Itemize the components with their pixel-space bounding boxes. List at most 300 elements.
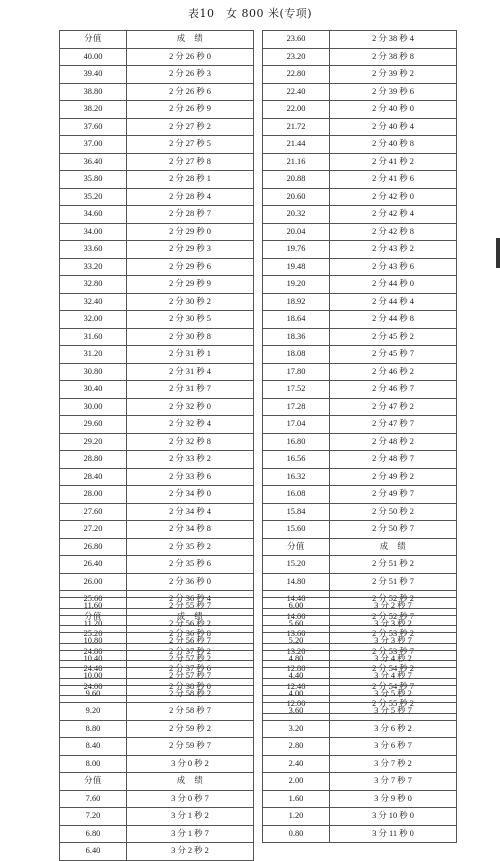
score-cell: 34.60 <box>60 206 127 224</box>
table-row <box>60 66 254 84</box>
result-cell: 2 分 48 秒 7 <box>330 451 457 469</box>
score-cell: 15.20 <box>263 556 330 574</box>
table-row <box>263 755 457 773</box>
result-cell: 2 分 45 秒 7 <box>330 346 457 364</box>
table-row <box>263 171 457 189</box>
score-cell: 36.40 <box>60 153 127 171</box>
table-row <box>60 363 254 381</box>
table-row <box>263 398 457 416</box>
score-cell: 16.32 <box>263 468 330 486</box>
score-cell: 30.00 <box>60 398 127 416</box>
table-row <box>263 66 457 84</box>
result-cell: 2 分 46 秒 2 <box>330 363 457 381</box>
result-cell: 3 分 5 秒 7 <box>330 703 457 721</box>
table-row <box>60 633 254 651</box>
table-row <box>60 153 254 171</box>
table-row <box>263 381 457 399</box>
score-cell: 32.80 <box>60 276 127 294</box>
result-cell: 2 分 27 秒 2 <box>127 118 254 136</box>
result-cell: 2 分 27 秒 5 <box>127 136 254 154</box>
table-row <box>60 451 254 469</box>
table-row <box>263 703 457 721</box>
score-cell: 2.00 <box>263 773 330 791</box>
score-cell: 17.80 <box>263 363 330 381</box>
score-cell: 8.00 <box>60 755 127 773</box>
result-cell: 3 分 10 秒 0 <box>330 808 457 826</box>
score-cell: 10.40 <box>60 650 127 668</box>
result-cell: 2 分 48 秒 2 <box>330 433 457 451</box>
result-cell: 2 分 57 秒 7 <box>127 668 254 686</box>
table-row <box>60 738 254 756</box>
score-cell: 26.40 <box>60 556 127 574</box>
result-cell: 2 分 53 秒 7 <box>330 643 457 661</box>
result-cell: 3 分 11 秒 0 <box>330 825 457 843</box>
score-cell: 9.60 <box>60 685 127 703</box>
table-row <box>263 118 457 136</box>
score-cell: 1.20 <box>263 808 330 826</box>
result-cell: 2 分 56 秒 7 <box>127 633 254 651</box>
score-cell: 20.88 <box>263 171 330 189</box>
score-cell: 27.20 <box>60 521 127 539</box>
score-cell: 8.80 <box>60 720 127 738</box>
result-cell: 2 分 35 秒 2 <box>127 538 254 556</box>
table-row <box>60 188 254 206</box>
table-row <box>263 153 457 171</box>
result-cell: 2 分 28 秒 1 <box>127 171 254 189</box>
score-cell: 16.80 <box>263 433 330 451</box>
score-cell: 11.60 <box>60 598 127 616</box>
score-cell: 39.40 <box>60 66 127 84</box>
table-row <box>60 48 254 66</box>
result-cell: 3 分 2 秒 7 <box>330 598 457 616</box>
score-cell: 11.20 <box>60 615 127 633</box>
result-cell: 3 分 0 秒 2 <box>127 755 254 773</box>
score-cell: 12.40 <box>263 678 330 696</box>
table-row <box>263 633 457 651</box>
score-cell: 22.40 <box>263 83 330 101</box>
score-cell: 21.44 <box>263 136 330 154</box>
result-cell: 2 分 46 秒 7 <box>330 381 457 399</box>
score-cell: 28.80 <box>60 451 127 469</box>
table-row <box>60 293 254 311</box>
result-cell: 3 分 0 秒 7 <box>127 790 254 808</box>
result-cell: 2 分 52 秒 2 <box>330 591 457 609</box>
result-cell: 2 分 35 秒 6 <box>127 556 254 574</box>
score-cell: 15.60 <box>263 521 330 539</box>
result-cell: 2 分 38 秒 8 <box>330 48 457 66</box>
table-row <box>263 521 457 539</box>
table-row <box>60 468 254 486</box>
header-score-label: 分值 <box>60 31 127 49</box>
result-cell: 2 分 50 秒 7 <box>330 521 457 539</box>
score-cell: 17.28 <box>263 398 330 416</box>
result-cell: 2 分 44 秒 8 <box>330 311 457 329</box>
table-row <box>60 241 254 259</box>
table-row <box>263 258 457 276</box>
result-cell: 2 分 51 秒 2 <box>330 556 457 574</box>
result-cell: 3 分 3 秒 2 <box>330 615 457 633</box>
score-cell: 17.52 <box>263 381 330 399</box>
result-cell: 2 分 27 秒 8 <box>127 153 254 171</box>
table-row <box>60 755 254 773</box>
score-cell: 31.60 <box>60 328 127 346</box>
score-cell: 14.40 <box>263 591 330 609</box>
result-cell: 2 分 54 秒 2 <box>330 661 457 679</box>
score-cell: 26.80 <box>60 538 127 556</box>
table-row <box>263 223 457 241</box>
score-cell: 23.20 <box>263 48 330 66</box>
result-cell: 2 分 42 秒 0 <box>330 188 457 206</box>
score-table-4 <box>262 597 457 843</box>
table-row <box>60 843 254 861</box>
result-cell: 2 分 37 秒 6 <box>127 661 254 679</box>
score-cell: 7.60 <box>60 790 127 808</box>
result-cell: 2 分 26 秒 3 <box>127 66 254 84</box>
score-cell: 15.84 <box>263 503 330 521</box>
score-cell: 18.36 <box>263 328 330 346</box>
table-row <box>60 328 254 346</box>
score-cell: 10.80 <box>60 633 127 651</box>
score-cell: 33.60 <box>60 241 127 259</box>
score-cell: 5.60 <box>263 615 330 633</box>
score-cell: 34.00 <box>60 223 127 241</box>
table-row <box>263 311 457 329</box>
result-cell: 2 分 58 秒 7 <box>127 703 254 721</box>
table-row <box>263 188 457 206</box>
score-cell: 22.00 <box>263 101 330 119</box>
table-row <box>263 615 457 633</box>
result-cell: 2 分 30 秒 5 <box>127 311 254 329</box>
result-cell: 2 分 57 秒 2 <box>127 650 254 668</box>
table-row <box>263 486 457 504</box>
result-cell: 2 分 55 秒 7 <box>127 598 254 616</box>
table-row <box>60 206 254 224</box>
result-cell: 2 分 29 秒 0 <box>127 223 254 241</box>
table-row <box>263 825 457 843</box>
table-row <box>60 720 254 738</box>
score-cell: 4.40 <box>263 668 330 686</box>
table-row <box>263 556 457 574</box>
result-cell: 3 分 6 秒 2 <box>330 720 457 738</box>
score-cell: 5.20 <box>263 633 330 651</box>
table-row <box>60 790 254 808</box>
table-row <box>263 598 457 616</box>
score-cell: 38.20 <box>60 101 127 119</box>
result-cell: 3 分 3 秒 7 <box>330 633 457 651</box>
table-row <box>263 468 457 486</box>
score-cell: 23.60 <box>263 31 330 49</box>
result-cell: 2 分 36 秒 4 <box>127 591 254 609</box>
table-row <box>263 416 457 434</box>
result-cell: 2 分 40 秒 0 <box>330 101 457 119</box>
header-result-label: 成 绩 <box>127 31 254 49</box>
score-cell: 21.72 <box>263 118 330 136</box>
result-cell: 2 分 28 秒 7 <box>127 206 254 224</box>
score-cell: 7.20 <box>60 808 127 826</box>
score-cell: 6.40 <box>60 843 127 861</box>
result-cell: 2 分 32 秒 8 <box>127 433 254 451</box>
table-row <box>60 416 254 434</box>
table-header-row <box>60 773 254 791</box>
table-row <box>263 451 457 469</box>
result-cell: 2 分 56 秒 2 <box>127 615 254 633</box>
score-cell: 3.60 <box>263 703 330 721</box>
header-result-label: 成 绩 <box>330 538 457 556</box>
table-row <box>263 241 457 259</box>
score-cell: 32.00 <box>60 311 127 329</box>
result-cell: 2 分 59 秒 7 <box>127 738 254 756</box>
result-cell: 2 分 29 秒 3 <box>127 241 254 259</box>
table-row <box>60 258 254 276</box>
table-row <box>60 486 254 504</box>
result-cell: 2 分 34 秒 8 <box>127 521 254 539</box>
result-cell: 2 分 29 秒 6 <box>127 258 254 276</box>
table-row <box>60 808 254 826</box>
header-result-label: 成 绩 <box>127 608 254 626</box>
table-row <box>60 381 254 399</box>
score-cell: 30.80 <box>60 363 127 381</box>
result-cell: 3 分 5 秒 2 <box>330 685 457 703</box>
score-cell: 0.80 <box>263 825 330 843</box>
table-row <box>263 101 457 119</box>
table-row <box>60 685 254 703</box>
score-cell: 22.80 <box>263 66 330 84</box>
result-cell: 2 分 38 秒 4 <box>330 31 457 49</box>
score-cell: 20.60 <box>263 188 330 206</box>
score-cell: 29.20 <box>60 433 127 451</box>
result-cell: 3 分 1 秒 2 <box>127 808 254 826</box>
score-cell: 2.80 <box>263 738 330 756</box>
result-cell: 2 分 37 秒 2 <box>127 643 254 661</box>
result-cell: 2 分 50 秒 2 <box>330 503 457 521</box>
score-cell: 28.00 <box>60 486 127 504</box>
score-cell: 24.00 <box>60 678 127 696</box>
result-cell: 2 分 52 秒 7 <box>330 608 457 626</box>
result-cell: 2 分 44 秒 4 <box>330 293 457 311</box>
score-cell: 13.60 <box>263 626 330 644</box>
header-score-label: 分值 <box>60 773 127 791</box>
result-cell: 3 分 6 秒 7 <box>330 738 457 756</box>
result-cell: 2 分 43 秒 6 <box>330 258 457 276</box>
score-cell: 27.60 <box>60 503 127 521</box>
header-score-label: 分值 <box>263 538 330 556</box>
score-cell: 29.60 <box>60 416 127 434</box>
score-cell: 25.20 <box>60 626 127 644</box>
table-row <box>60 703 254 721</box>
score-cell: 17.04 <box>263 416 330 434</box>
table-row <box>263 328 457 346</box>
result-cell: 2 分 30 秒 8 <box>127 328 254 346</box>
header-result-label: 成 绩 <box>127 773 254 791</box>
result-cell: 2 分 26 秒 6 <box>127 83 254 101</box>
score-cell: 16.08 <box>263 486 330 504</box>
score-cell: 30.40 <box>60 381 127 399</box>
score-cell: 26.00 <box>60 573 127 591</box>
result-cell: 2 分 33 秒 6 <box>127 468 254 486</box>
result-cell: 2 分 40 秒 4 <box>330 118 457 136</box>
result-cell: 3 分 1 秒 7 <box>127 825 254 843</box>
table-row <box>60 615 254 633</box>
table-row <box>60 311 254 329</box>
result-cell: 3 分 7 秒 7 <box>330 773 457 791</box>
table-row <box>60 398 254 416</box>
score-cell: 8.40 <box>60 738 127 756</box>
score-cell: 10.00 <box>60 668 127 686</box>
table-row <box>60 118 254 136</box>
table-row <box>60 83 254 101</box>
result-cell: 2 分 44 秒 0 <box>330 276 457 294</box>
table-row <box>263 136 457 154</box>
score-cell: 19.48 <box>263 258 330 276</box>
result-cell: 2 分 40 秒 8 <box>330 136 457 154</box>
page-title: 表10 女 800 米(专项) <box>187 7 313 20</box>
result-cell: 3 分 2 秒 2 <box>127 843 254 861</box>
table-row <box>263 738 457 756</box>
score-cell: 14.80 <box>263 573 330 591</box>
result-cell: 2 分 32 秒 0 <box>127 398 254 416</box>
result-cell: 2 分 26 秒 0 <box>127 48 254 66</box>
result-cell: 2 分 59 秒 2 <box>127 720 254 738</box>
result-cell: 3 分 7 秒 2 <box>330 755 457 773</box>
table-row <box>263 650 457 668</box>
result-cell: 2 分 58 秒 2 <box>127 685 254 703</box>
table-row <box>263 293 457 311</box>
result-cell: 2 分 47 秒 7 <box>330 416 457 434</box>
score-cell: 12.00 <box>263 696 330 714</box>
table-header-row <box>60 31 254 49</box>
result-cell: 2 分 34 秒 4 <box>127 503 254 521</box>
table-row <box>263 503 457 521</box>
table-row <box>263 773 457 791</box>
table-row <box>263 48 457 66</box>
table-row <box>60 223 254 241</box>
result-cell: 2 分 31 秒 7 <box>127 381 254 399</box>
table-row <box>60 346 254 364</box>
result-cell: 2 分 28 秒 4 <box>127 188 254 206</box>
table-row <box>60 598 254 616</box>
score-cell: 31.20 <box>60 346 127 364</box>
score-cell: 4.80 <box>263 650 330 668</box>
table-row <box>263 573 457 591</box>
table-row <box>263 346 457 364</box>
score-cell: 6.80 <box>60 825 127 843</box>
table-row <box>263 808 457 826</box>
score-cell: 18.08 <box>263 346 330 364</box>
result-cell: 3 分 9 秒 0 <box>330 790 457 808</box>
score-cell: 37.00 <box>60 136 127 154</box>
score-cell: 19.20 <box>263 276 330 294</box>
result-cell: 2 分 38 秒 0 <box>127 678 254 696</box>
result-cell: 2 分 47 秒 2 <box>330 398 457 416</box>
table-row <box>263 31 457 49</box>
score-cell: 3.20 <box>263 720 330 738</box>
score-cell: 12.80 <box>263 661 330 679</box>
result-cell: 2 分 45 秒 2 <box>330 328 457 346</box>
result-cell: 2 分 29 秒 9 <box>127 276 254 294</box>
score-cell: 24.80 <box>60 643 127 661</box>
result-cell: 2 分 32 秒 4 <box>127 416 254 434</box>
table-row <box>263 668 457 686</box>
score-cell: 40.00 <box>60 48 127 66</box>
table-row <box>60 668 254 686</box>
result-cell: 3 分 4 秒 2 <box>330 650 457 668</box>
result-cell: 2 分 41 秒 2 <box>330 153 457 171</box>
result-cell: 2 分 34 秒 0 <box>127 486 254 504</box>
table-row <box>60 825 254 843</box>
score-cell: 18.92 <box>263 293 330 311</box>
result-cell: 2 分 31 秒 1 <box>127 346 254 364</box>
table-row <box>60 503 254 521</box>
result-cell: 2 分 39 秒 6 <box>330 83 457 101</box>
result-cell: 2 分 36 秒 0 <box>127 573 254 591</box>
table-row <box>263 685 457 703</box>
result-cell: 3 分 4 秒 7 <box>330 668 457 686</box>
score-cell: 28.40 <box>60 468 127 486</box>
score-cell: 24.40 <box>60 661 127 679</box>
score-cell: 38.80 <box>60 83 127 101</box>
page-edge-marker <box>496 238 500 268</box>
table-row <box>263 206 457 224</box>
score-cell: 9.20 <box>60 703 127 721</box>
table-row <box>263 720 457 738</box>
table-row <box>60 556 254 574</box>
result-cell: 2 分 42 秒 4 <box>330 206 457 224</box>
score-cell: 20.32 <box>263 206 330 224</box>
result-cell: 2 分 41 秒 6 <box>330 171 457 189</box>
result-cell: 2 分 51 秒 7 <box>330 573 457 591</box>
table-row <box>263 433 457 451</box>
table-row <box>60 276 254 294</box>
table-row <box>263 83 457 101</box>
score-cell: 25.60 <box>60 591 127 609</box>
table-row <box>60 101 254 119</box>
score-cell: 33.20 <box>60 258 127 276</box>
score-cell: 32.40 <box>60 293 127 311</box>
result-cell: 2 分 36 秒 8 <box>127 626 254 644</box>
result-cell: 2 分 39 秒 2 <box>330 66 457 84</box>
table-row <box>263 790 457 808</box>
score-cell: 20.04 <box>263 223 330 241</box>
result-cell: 2 分 26 秒 9 <box>127 101 254 119</box>
score-cell: 35.20 <box>60 188 127 206</box>
result-cell: 2 分 53 秒 2 <box>330 626 457 644</box>
table-row <box>60 136 254 154</box>
score-cell: 6.00 <box>263 598 330 616</box>
score-cell: 13.20 <box>263 643 330 661</box>
result-cell: 2 分 33 秒 2 <box>127 451 254 469</box>
score-cell: 16.56 <box>263 451 330 469</box>
result-cell: 2 分 49 秒 2 <box>330 468 457 486</box>
table-row <box>263 276 457 294</box>
table-header-row <box>263 538 457 556</box>
result-cell: 2 分 42 秒 8 <box>330 223 457 241</box>
header-score-label: 分值 <box>60 608 127 626</box>
score-cell: 37.60 <box>60 118 127 136</box>
table-row <box>60 171 254 189</box>
result-cell: 2 分 30 秒 2 <box>127 293 254 311</box>
result-cell: 2 分 49 秒 7 <box>330 486 457 504</box>
score-cell: 14.00 <box>263 608 330 626</box>
table-row <box>60 521 254 539</box>
score-cell: 35.80 <box>60 171 127 189</box>
result-cell: 2 分 54 秒 7 <box>330 678 457 696</box>
table-row <box>60 538 254 556</box>
result-cell: 2 分 55 秒 2 <box>330 696 457 714</box>
table-row <box>60 433 254 451</box>
score-cell: 21.16 <box>263 153 330 171</box>
score-cell: 18.64 <box>263 311 330 329</box>
table-row <box>60 650 254 668</box>
